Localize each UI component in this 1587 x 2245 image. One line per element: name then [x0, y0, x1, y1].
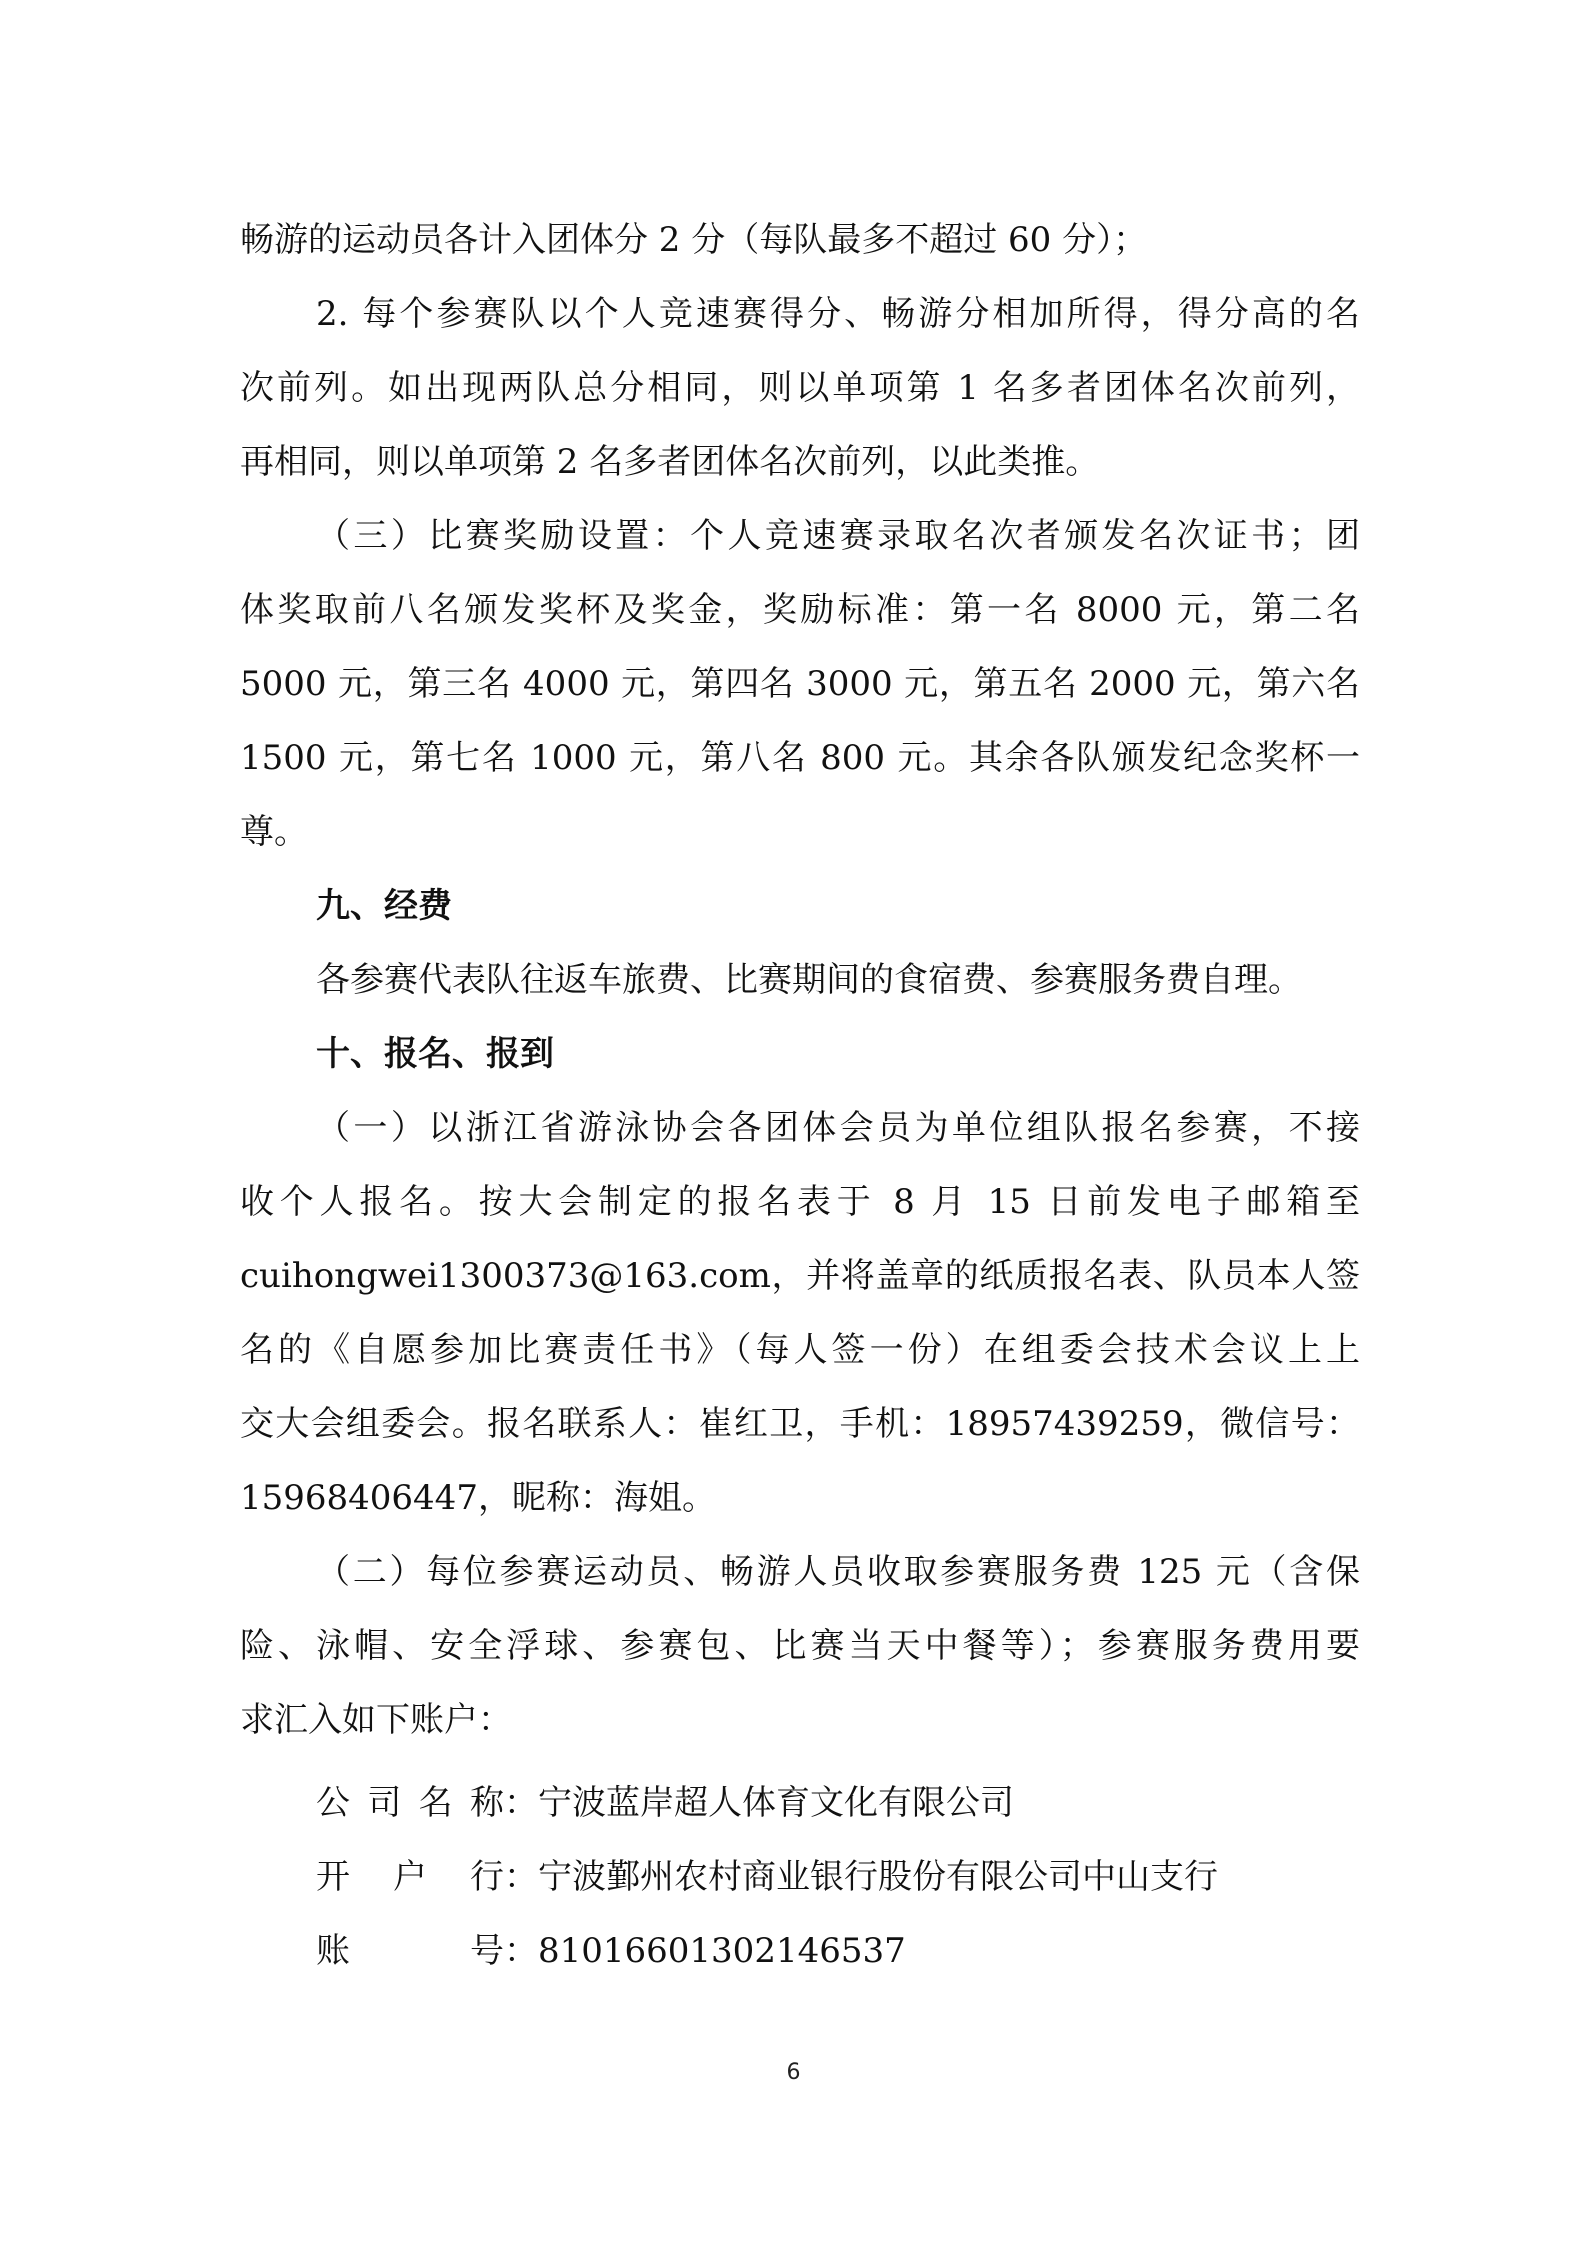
paragraph-line: 再相同，则以单项第 2 名多者团体名次前列，以此类推。	[240, 442, 1100, 482]
section-heading-registration: 十、报名、报到	[316, 1034, 554, 1074]
paragraph-line: （二）每位参赛运动员、畅游人员收取参赛服务费 125 元（含保	[316, 1552, 1360, 1592]
paragraph-line: 1500 元，第七名 1000 元，第八名 800 元。其余各队颁发纪念奖杯一	[240, 738, 1360, 778]
account-bank-row	[316, 1849, 1360, 1905]
paragraph-line: cuihongwei1300373@163.com，并将盖章的纸质报名表、队员本人签	[240, 1256, 1360, 1296]
account-bank-value: 宁波鄞州农村商业银行股份有限公司中山支行	[538, 1857, 1218, 1897]
account-number-colon: ：	[504, 1931, 538, 1971]
paragraph-line: 次前列。如出现两队总分相同，则以单项第 1 名多者团体名次前列，	[240, 368, 1360, 408]
page-number: 6	[786, 2060, 801, 2085]
paragraph-line: 畅游的运动员各计入团体分 2 分（每队最多不超过 60 分）；	[240, 220, 1148, 260]
section-heading-funding: 九、经费	[316, 886, 452, 926]
account-number-value: 81016601302146537	[538, 1931, 906, 1971]
account-company-row	[316, 1775, 1360, 1831]
account-number-label: 账 号	[316, 1931, 504, 1971]
paragraph-line: （一）以浙江省游泳协会各团体会员为单位组队报名参赛，不接	[316, 1108, 1360, 1148]
account-bank-label: 开 户 行	[316, 1857, 504, 1897]
paragraph-line: 求汇入如下账户：	[240, 1700, 512, 1740]
account-company-label: 公司名称	[316, 1783, 504, 1823]
paragraph-line: 体奖取前八名颁发奖杯及奖金，奖励标准：第一名 8000 元，第二名	[240, 590, 1360, 630]
paragraph-line: 2. 每个参赛队以个人竞速赛得分、畅游分相加所得，得分高的名	[316, 294, 1360, 334]
paragraph-line: 险、泳帽、安全浮球、参赛包、比赛当天中餐等）；参赛服务费用要	[240, 1626, 1360, 1666]
paragraph-line: 交大会组委会。报名联系人：崔红卫，手机：18957439259，微信号：	[240, 1404, 1360, 1444]
account-number-row	[316, 1923, 1360, 1979]
account-bank-colon: ：	[504, 1857, 538, 1897]
paragraph-line: 收个人报名。按大会制定的报名表于 8 月 15 日前发电子邮箱至	[240, 1182, 1360, 1222]
paragraph-line: 15968406447，昵称：海姐。	[240, 1478, 716, 1518]
account-company-value: 宁波蓝岸超人体育文化有限公司	[538, 1783, 1014, 1823]
account-company-colon: ：	[504, 1783, 538, 1823]
paragraph-line: 5000 元，第三名 4000 元，第四名 3000 元，第五名 2000 元，第六名	[240, 664, 1360, 704]
paragraph-line: 尊。	[240, 812, 308, 852]
paragraph-line: 名的《自愿参加比赛责任书》（每人签一份）在组委会技术会议上上	[240, 1330, 1360, 1370]
paragraph-line: （三）比赛奖励设置：个人竞速赛录取名次者颁发名次证书；团	[316, 516, 1360, 556]
paragraph-line: 各参赛代表队往返车旅费、比赛期间的食宿费、参赛服务费自理。	[316, 960, 1302, 1000]
